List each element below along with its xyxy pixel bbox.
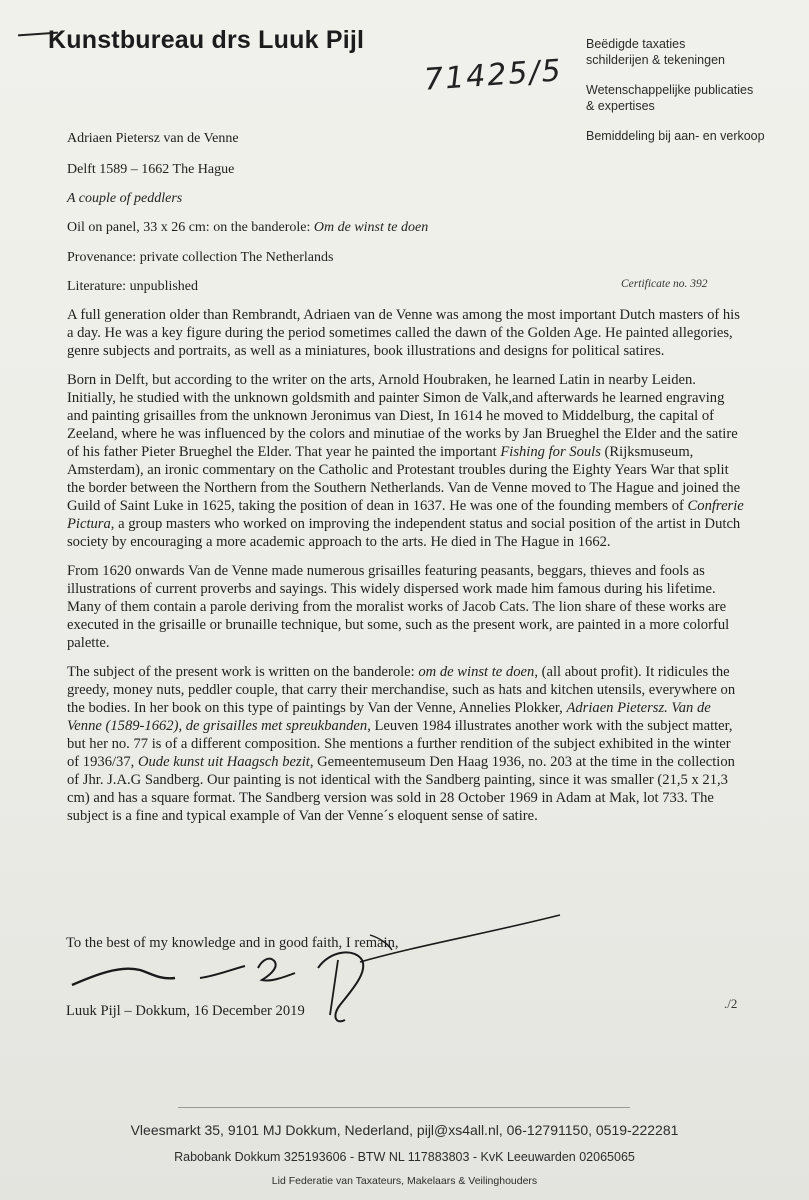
service-line: Beëdigde taxaties xyxy=(586,37,686,51)
certificate-number: Certificate no. 392 xyxy=(621,278,708,290)
banderole-inscription: Om de winst te doen xyxy=(313,220,429,235)
closing-line: To the best of my knowledge and in good faith, I remain, xyxy=(66,935,399,951)
text-run: , (all about profit). It ridicules the greedy, money nuts, peddler couple, that carry their merchandise, such as hats and kitchen utensils, everywhere on the bodies. In her book on this type of paintings by Van der Venne, Annelies Plokker, xyxy=(67,664,736,716)
text-run: , Leuven 1984 illustrates another work with the subject matter, but her no. 77 is of a different composition. She mentions a further rendition of the subject exhibited in the winter of 1936/37, xyxy=(67,718,733,770)
italic-title: Confrerie Pictura xyxy=(67,498,744,532)
artist-name: Adriaen Pietersz van de Venne xyxy=(67,131,239,146)
artist-dates: Delft 1589 – 1662 The Hague xyxy=(67,162,235,177)
letterhead-title: Kunstbureau drs Luuk Pijl xyxy=(48,26,365,54)
text-run: , a group masters who worked on improving the independent status and social position of the artist in Dutch society by encouraging a more academic approach to the arts. He died in The Hague in 1662. xyxy=(67,516,741,550)
paragraph-grisailles: From 1620 onwards Van de Venne made numerous grisailles featuring peasants, beggars, thieves and fools as illustrations of current proverbs and sayings. This widely dispersed work made him famous during his lifetime. Many of them contain a parole deriving from the moralist works of Jacob Cats. The lion share of these works are executed in the grisaille or brunaille technique, but some, such as the present work, are painted in a more colorful palette. xyxy=(67,563,730,651)
medium-text: Oil on panel, 33 x 26 cm: on the banderole: xyxy=(67,220,314,235)
artwork-title: A couple of peddlers xyxy=(67,191,183,206)
service-line: Wetenschappelijke publicaties xyxy=(586,83,754,97)
paragraph-introduction: A full generation older than Rembrandt, Adriaen van de Venne was among the most important Dutch masters of his a day. He was a key figure during the period sometimes called the dawn of the Golden Age. He painted allegories, genre subjects and portraits, as well as a miniatures, book illustrations and designs for political satires. xyxy=(67,307,740,359)
footer-bank-details: Rabobank Dokkum 325193606 - BTW NL 117883803 - KvK Leeuwarden 02065065 xyxy=(174,1150,635,1164)
text-run: , Gemeentemuseum Den Haag 1936, no. 203 at the time in the collection of Jhr. J.A.G Sandberg. Our painting is not identical with the Sandberg painting, since it was smaller (21,5 x 21,3 cm) and has a square format. The Sandberg version was sold in 28 October 1969 in Adam at Mak, lot 733. The subject is a fine and typical example of Van der Venne´s eloquent sense of satire. xyxy=(67,754,735,824)
provenance: Provenance: private collection The Netherlands xyxy=(67,250,334,265)
footer-membership: Lid Federatie van Taxateurs, Makelaars & Veilinghouders xyxy=(271,1175,538,1187)
service-line: & expertises xyxy=(586,99,655,113)
service-line: Bemiddeling bij aan- en verkoop xyxy=(586,129,765,143)
page-continuation-marker: ./2 xyxy=(724,996,738,1011)
italic-title: Fishing for Souls xyxy=(500,444,601,460)
italic-title: Oude kunst uit Haagsch bezit xyxy=(137,754,310,770)
handwritten-reference-number: 71425/5 xyxy=(422,53,564,98)
footer-divider xyxy=(178,1107,630,1108)
footer-address: Vleesmarkt 35, 9101 MJ Dokkum, Nederland, pijl@xs4all.nl, 06-12791150, 0519-222281 xyxy=(130,1122,679,1138)
text-run: (Rijksmuseum, Amsterdam), an ironic commentary on the Catholic and Protestant troubles during the Eighty Years War that split the border between the Northern from the Southern Netherlands. Van de Venne moved to The Hague and joined the Guild of Saint Luke in 1625, taking the position of dean in 1637. He was one of the founding members of xyxy=(67,444,741,514)
italic-title: om de winst te doen xyxy=(418,664,535,680)
italic-title: Adriaen Pietersz. Van de Venne (1589-1662), de grisailles met spreukbanden xyxy=(67,700,711,734)
text-run: The subject of the present work is written on the banderole: xyxy=(67,664,419,680)
signoff-place-date: Luuk Pijl – Dokkum, 16 December 2019 xyxy=(66,1003,305,1019)
text-run: Born in Delft, but according to the writer on the arts, Arnold Houbraken, he learned Latin in nearby Leiden. Initially, he studied with the unknown goldsmith and painter Simon de Valk,and afterwards he learned engraving and painting grisailles from the unknown Jeronimus van Diest, In 1614 he moved to Middelburg, the capital of Zeeland, where he was influenced by the colors and minutiae of the works by Jan Brueghel the Elder and the satire of his father Pieter Brueghel the Elder. That year he painted the important xyxy=(67,372,738,460)
service-line: schilderijen & tekeningen xyxy=(586,53,725,67)
literature: Literature: unpublished xyxy=(67,279,199,294)
